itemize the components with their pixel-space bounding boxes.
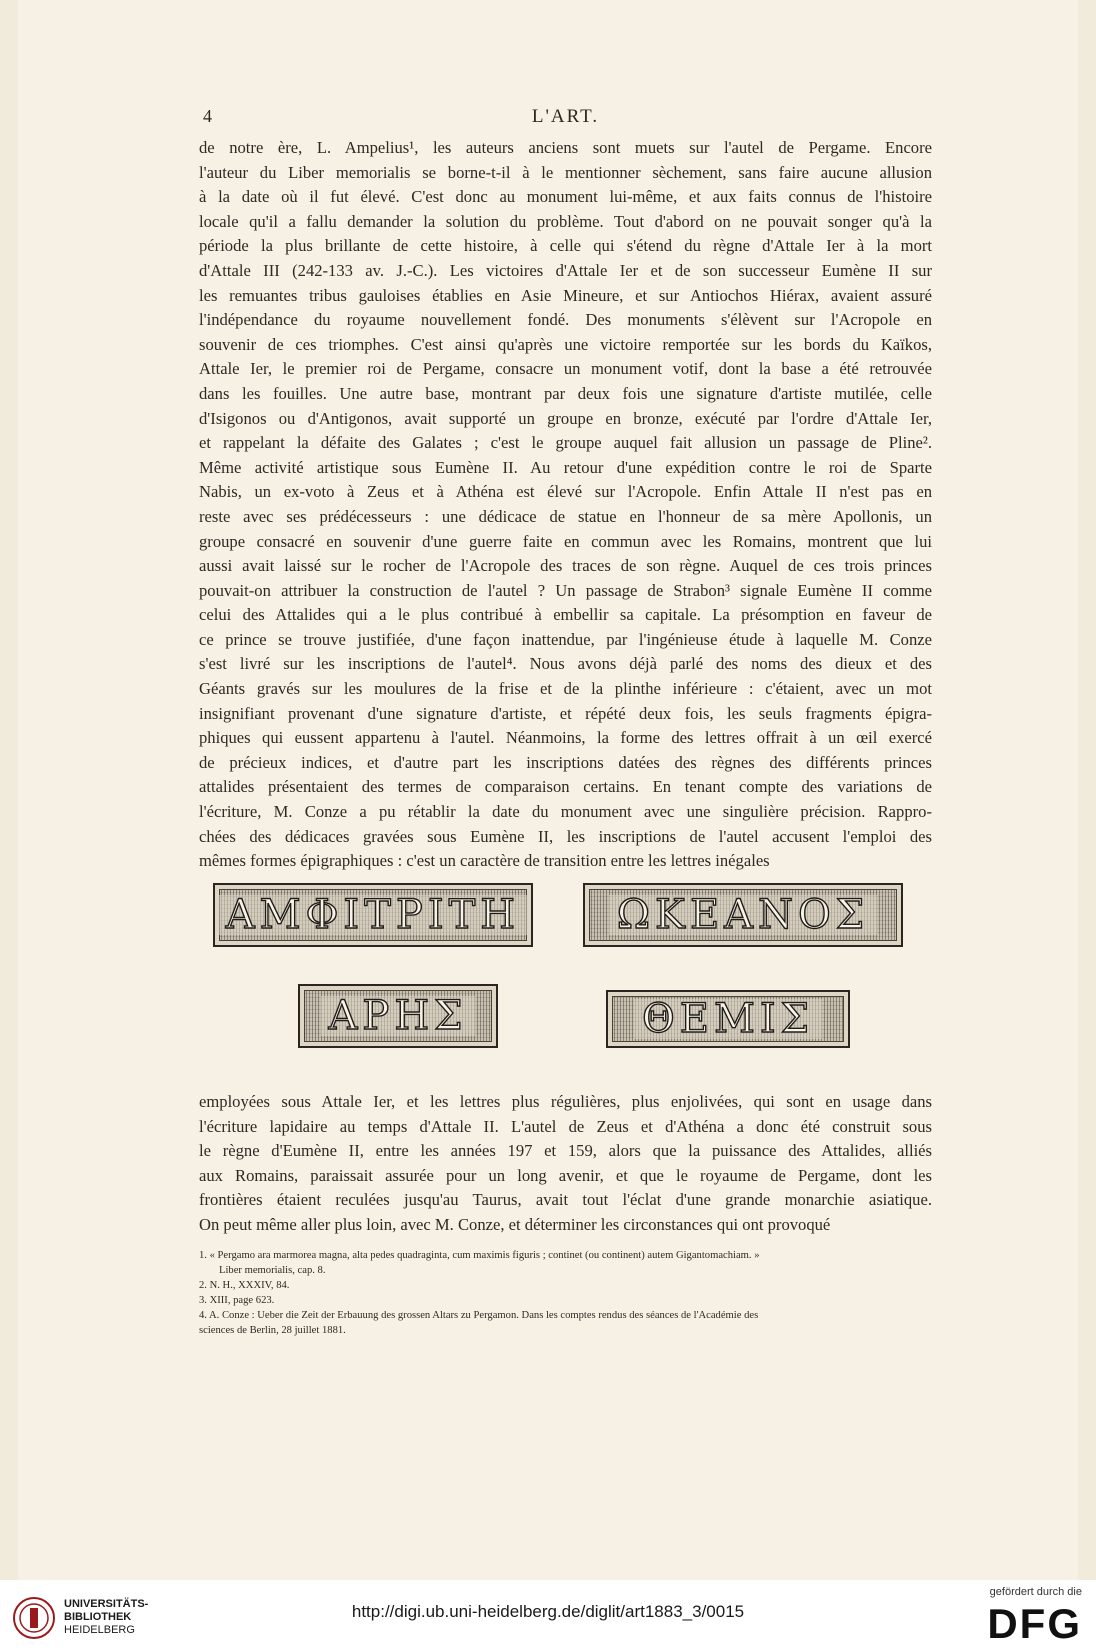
library-line: UNIVERSITÄTS- bbox=[64, 1598, 149, 1610]
text-line: frontières étaient reculées jusqu'au Taurus, avait tout l'éclat d'une grande monarchie asiatique. bbox=[199, 1190, 932, 1210]
body-text-part-1 bbox=[199, 136, 932, 874]
text-line: d'Attale III (242-133 av. J.-C.). Les victoires d'Attale Ier et de son successeur Eumène II sur bbox=[199, 260, 932, 280]
text-line: attalides présentaient des termes de comparaison certains. En tenant compte des variations de bbox=[199, 777, 932, 797]
inscription-text: ΑΜΦΙΤΡΙΤΗ bbox=[218, 895, 528, 935]
text-line: celui des Attalides qui a le plus contribué à embellir sa capitale. La présomption en faveur de bbox=[199, 605, 932, 625]
text-line: aux Romains, paraissait assurée pour un long avenir, et que le royaume de Pergame, dont les bbox=[199, 1165, 932, 1185]
inscription-plaque bbox=[606, 990, 850, 1048]
footnotes bbox=[199, 1248, 932, 1338]
text-line: chées des dédicaces gravées sous Eumène II, les inscriptions de l'autel accusent l'emploi des bbox=[199, 826, 932, 846]
text-line: locale qu'il a fallu demander la solution du problème. Tout d'abord on ne pouvait songer qu'à la bbox=[199, 211, 932, 231]
footnote-line: Liber memorialis, cap. 8. bbox=[219, 1265, 326, 1276]
text-line: employées sous Attale Ier, et les lettres plus régulières, plus enjolivées, qui sont en usage dans bbox=[199, 1092, 932, 1111]
inscription-plaque bbox=[298, 984, 498, 1048]
text-line: insignifiant provenant d'une signature d'artiste, et répété deux fois, les seuls fragments épigra- bbox=[199, 703, 932, 723]
text-line: de notre ère, L. Ampelius¹, les auteurs anciens sont muets sur l'autel de Pergame. Encore bbox=[199, 138, 932, 157]
text-line: pouvait-on attribuer la construction de l'autel ? Un passage de Strabon³ signale Eumène II comme bbox=[199, 580, 932, 600]
page-number: 4 bbox=[203, 106, 212, 126]
text-line: phiques qui eussent appartenu à l'autel. Néanmoins, la forme des lettres offrait à un œil exercé bbox=[199, 728, 932, 748]
text-line: s'est livré sur les inscriptions de l'autel⁴. Nous avons déjà parlé des noms des dieux et des bbox=[199, 654, 932, 674]
inscription-text: ΘΕΜΙΣ bbox=[634, 999, 822, 1039]
running-title: L'ART. bbox=[531, 106, 600, 127]
inscription-text: ΑΡΗΣ bbox=[321, 996, 476, 1036]
sponsor-note: gefördert durch die bbox=[989, 1586, 1082, 1598]
inscription-plaque bbox=[583, 883, 903, 947]
inscription-plaque bbox=[213, 883, 533, 947]
footnote-line: 3. XIII, page 623. bbox=[199, 1295, 275, 1306]
text-line: dans les fouilles. Une autre base, montrant par deux fois une signature d'artiste mutilée, celle bbox=[199, 383, 932, 403]
footnote-line: 4. A. Conze : Ueber die Zeit der Erbauung des grossen Altars zu Pergamon. Dans les comptes rendus des séances de l'Académie des bbox=[199, 1310, 759, 1321]
text-line: aussi avait laissé sur le rocher de l'Acropole des traces de son règne. Auquel de ces trois princes bbox=[199, 556, 932, 576]
text-line: à la date où il fut élevé. C'est donc au monument lui-même, et aux faits connus de l'histoire bbox=[199, 187, 932, 207]
text-line: Attale Ier, le premier roi de Pergame, consacre un monument votif, dont la base a été retrouvée bbox=[199, 359, 932, 379]
text-line: le règne d'Eumène II, entre les années 197 et 159, alors que la puissance des Attalides, alliés bbox=[199, 1141, 932, 1161]
library-line: BIBLIOTHEK bbox=[64, 1611, 132, 1623]
text-line: l'indépendance du royaume nouvellement fondé. Des monuments s'élèvent sur l'Acropole en bbox=[199, 310, 932, 330]
text-line: l'écriture, M. Conze a pu rétablir la date du monument avec une singulière précision. Rappro- bbox=[199, 802, 932, 822]
text-line: d'Isigonos ou d'Antigonos, avait supporté un groupe en bronze, exécuté par l'ordre d'Attale Ier, bbox=[199, 408, 932, 428]
text-line: On peut même aller plus loin, avec M. Conze, et déterminer les circonstances qui ont provoqué bbox=[199, 1214, 831, 1234]
text-line: reste avec ses prédécesseurs : une dédicace de statue en l'honneur de sa mère Apollonis, un bbox=[199, 506, 932, 526]
body-text-part-2 bbox=[199, 1090, 932, 1238]
inscription-text: ΩΚΕΑΝΟΣ bbox=[609, 895, 877, 935]
text-line: mêmes formes épigraphiques : c'est un caractère de transition entre les lettres inégales bbox=[199, 851, 770, 871]
footnote-line: sciences de Berlin, 28 juillet 1881. bbox=[199, 1325, 346, 1336]
text-line: période la plus brillante de cette histoire, à celle qui s'étend du règne d'Attale Ier à la mort bbox=[199, 236, 932, 256]
page-header bbox=[199, 106, 932, 136]
text-line: de précieux indices, et d'autre part les inscriptions datées des règnes des différents princes bbox=[199, 752, 932, 772]
text-line: Nabis, un ex-voto à Zeus et à Athéna est élevé sur l'Acropole. Enfin Attale II n'est pas en bbox=[199, 482, 932, 502]
text-line: les remuantes tribus gauloises établies en Asie Mineure, et sur Antiochos Hiérax, avaient assuré bbox=[199, 285, 932, 305]
text-line: l'écriture lapidaire au temps d'Attale II. L'autel de Zeus et d'Athéna a donc été construit sous bbox=[199, 1116, 932, 1136]
text-line: ce prince se trouve justifiée, d'une façon inattendue, par l'ingénieuse étude à laquelle M. Conze bbox=[199, 629, 932, 649]
text-line: l'auteur du Liber memorialis se borne-t-il à le mentionner sèchement, sans faire aucune allusion bbox=[199, 162, 932, 182]
text-line: Géants gravés sur les moulures de la frise et de la plinthe inférieure : c'étaient, avec un mot bbox=[199, 679, 932, 699]
dfg-logo: DFG bbox=[987, 1600, 1082, 1647]
footnote-line: 2. N. H., XXXIV, 84. bbox=[199, 1280, 290, 1291]
footnote-line: 1. « Pergamo ara marmorea magna, alta pedes quadraginta, cum maximis figuris ; continet (ou continent) autem Gigantomachiam. » bbox=[199, 1250, 760, 1261]
inscription-figures bbox=[199, 870, 932, 1070]
text-line: Même activité artistique sous Eumène II. Au retour d'une expédition contre le roi de Sparte bbox=[199, 457, 932, 477]
text-line: groupe consacré en souvenir d'une guerre faite en commun avec les Romains, montrent que lui bbox=[199, 531, 932, 551]
text-line: et rappelant la défaite des Galates ; c'est le groupe auquel fait allusion un passage de Pline². bbox=[199, 433, 932, 453]
permalink-url[interactable]: http://digi.ub.uni-heidelberg.de/diglit/art1883_3/0015 bbox=[351, 1602, 745, 1621]
viewer-footer bbox=[0, 1580, 1096, 1652]
text-line: souvenir de ces triomphes. C'est ainsi qu'après une victoire remportée sur les bords du Kaïkos, bbox=[199, 334, 932, 354]
library-line: HEIDELBERG bbox=[64, 1624, 135, 1636]
